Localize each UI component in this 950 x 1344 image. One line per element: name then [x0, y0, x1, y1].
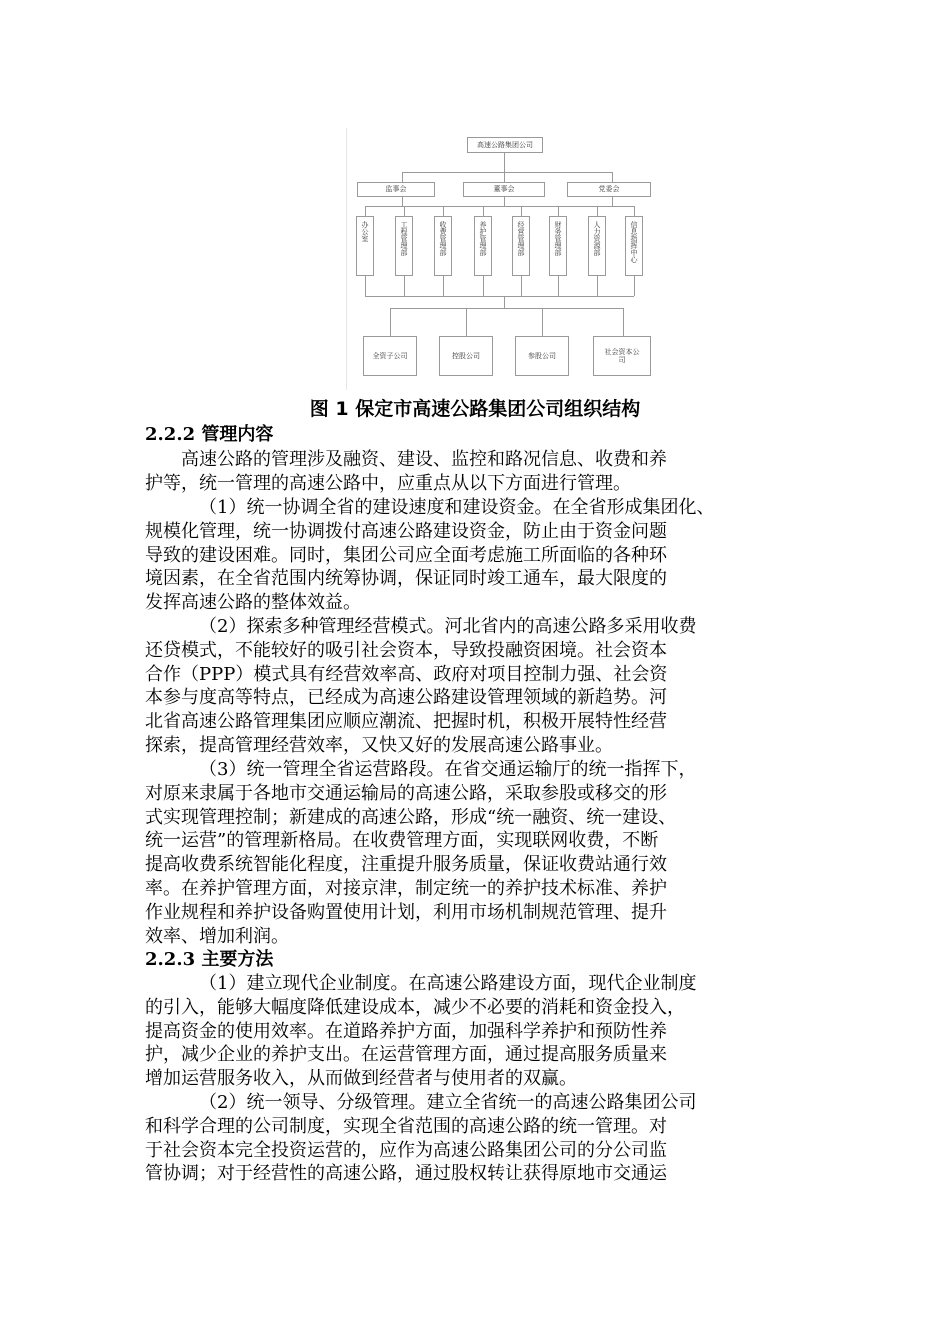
- paragraph: [145, 496, 810, 615]
- org-dept-office: [356, 216, 374, 276]
- org-dept-engineering: [395, 216, 413, 276]
- paragraph-line: 的引入，能够大幅度降低建设成本，减少不必要的消耗和资金投入，: [145, 996, 685, 1018]
- paragraph-line: 合作（PPP）模式具有经营效率高、政府对项目控制力强、社会资: [145, 663, 668, 685]
- org-chart-figure: [346, 128, 655, 390]
- org-level2-label: 监事会: [385, 185, 407, 194]
- paragraph-line: （1）建立现代企业制度。在高速公路建设方面，现代企业制度: [199, 973, 697, 994]
- paragraph-line: 护，减少企业的养护支出。在运营管理方面，通过提高服务质量来: [145, 1044, 667, 1066]
- org-top-label: 高速公路集团公司: [477, 140, 533, 149]
- paragraph-line: 于社会资本完全投资运营的，应作为高速公路集团公司的分公司监: [145, 1139, 667, 1161]
- org-dept-label: 工程管理部: [400, 221, 408, 256]
- paragraph-line: 式实现管理控制；新建成的高速公路，形成“统一融资、统一建设、: [145, 806, 677, 828]
- paragraph-line: 提高资金的使用效率。在道路养护方面，加强科学养护和预防性养: [145, 1020, 667, 1042]
- paragraph-line: 对原来隶属于各地市交通运输局的高速公路，采取参股或移交的形: [145, 782, 667, 804]
- org-subsidiary-label: 全资子公司: [372, 351, 408, 360]
- org-dept-label: 养护管理部: [479, 221, 487, 256]
- org-dept-info-center: [625, 216, 643, 276]
- paragraph-line: 提高收费系统智能化程度，注重提升服务质量，保证收费站通行效: [145, 854, 667, 876]
- paragraph-line: 还贷模式，不能较好的吸引社会资本，导致投融资困境。社会资本: [145, 639, 667, 661]
- paragraph-line: （1）统一协调全省的建设速度和建设资金。在全省形成集团化、: [199, 497, 715, 518]
- paragraph-line: 护等，统一管理的高速公路中，应重点从以下方面进行管理。: [145, 472, 631, 494]
- paragraph-line: （2）统一领导、分级管理。建立全省统一的高速公路集团公司: [199, 1092, 697, 1113]
- org-party-committee-box: [567, 182, 651, 197]
- org-dept-label: 收费管理部: [439, 221, 447, 256]
- org-dept-label: 人力资源部: [593, 221, 601, 256]
- org-supervisory-board-box: [357, 182, 435, 197]
- org-board-of-directors-box: [463, 182, 545, 197]
- org-holding-box: [439, 336, 493, 376]
- org-level2-label: 董事会: [493, 185, 515, 194]
- paragraph: [145, 758, 810, 948]
- paragraph-line: 作业规程和养护设备购置使用计划，利用市场机制规范管理、提升: [145, 901, 667, 923]
- section-heading: 2.2.3 主要方法: [145, 949, 274, 970]
- paragraph-line: 管协调；对于经营性的高速公路，通过股权转让获得原地市交通运: [145, 1163, 667, 1185]
- paragraph-line: 境因素，在全省范围内统筹协调，保证同时竣工通车，最大限度的: [145, 568, 667, 590]
- paragraph-line: 和科学合理的公司制度，实现全省范围的高速公路的统一管理。对: [145, 1115, 667, 1137]
- org-wholly-owned-box: [363, 336, 417, 376]
- paragraph-line: 发挥高速公路的整体效益。: [145, 592, 361, 614]
- org-subsidiary-label: 控股公司: [452, 351, 480, 360]
- paragraph: [145, 615, 810, 758]
- figure-caption: 图 1 保定市高速公路集团公司组织结构: [309, 398, 641, 420]
- org-shareholding-box: [515, 336, 569, 376]
- org-social-capital-box: [593, 336, 651, 376]
- org-dept-label: 财务管理部: [554, 221, 562, 256]
- paragraph-line: 规模化管理，统一协调拨付高速公路建设资金，防止由于资金问题: [145, 520, 667, 542]
- paragraph: [145, 1091, 810, 1186]
- paragraph-line: 统一运营”的管理新格局。在收费管理方面，实现联网收费，不断: [145, 830, 659, 852]
- section-heading: 2.2.2 管理内容: [145, 424, 274, 445]
- org-dept-label: 办公室: [361, 221, 369, 242]
- paragraph-line: 北省高速公路管理集团应顺应潮流、把握时机，积极开展特性经营: [145, 711, 667, 733]
- paragraph-line: 导致的建设困难。同时，集团公司应全面考虑施工所面临的各种环: [145, 544, 667, 566]
- org-dept-label: 信息指挥中心: [630, 221, 638, 263]
- org-level2-label: 党委会: [598, 185, 620, 194]
- paragraph-line: （2）探索多种管理经营模式。河北省内的高速公路多采用收费: [199, 616, 697, 637]
- paragraph-line: 高速公路的管理涉及融资、建设、监控和路况信息、收费和养: [181, 449, 667, 470]
- org-subsidiary-label: 社会资本公司: [604, 347, 640, 364]
- org-dept-hr: [588, 216, 606, 276]
- paragraph-line: 效率、增加利润。: [145, 925, 289, 947]
- org-dept-toll: [434, 216, 452, 276]
- org-top-box: [467, 137, 543, 153]
- org-dept-maintenance: [474, 216, 492, 276]
- org-dept-operations: [512, 216, 530, 276]
- paragraph-line: 探索，提高管理经营效率，又快又好的发展高速公路事业。: [145, 734, 613, 756]
- paragraph-line: 增加运营服务收入，从而做到经营者与使用者的双赢。: [145, 1068, 577, 1090]
- org-dept-finance: [549, 216, 567, 276]
- paragraph: [145, 972, 810, 1091]
- paragraph-line: 本参与度高等特点，已经成为高速公路建设管理领域的新趋势。河: [145, 687, 667, 709]
- org-dept-label: 经营管理部: [517, 221, 525, 256]
- paragraph-line: 率。在养护管理方面，对接京津，制定统一的养护技术标准、养护: [145, 877, 667, 899]
- paragraph: [145, 448, 810, 496]
- org-subsidiary-label: 参股公司: [528, 351, 556, 360]
- paragraph-line: （3）统一管理全省运营路段。在省交通运输厅的统一指挥下，: [199, 759, 697, 780]
